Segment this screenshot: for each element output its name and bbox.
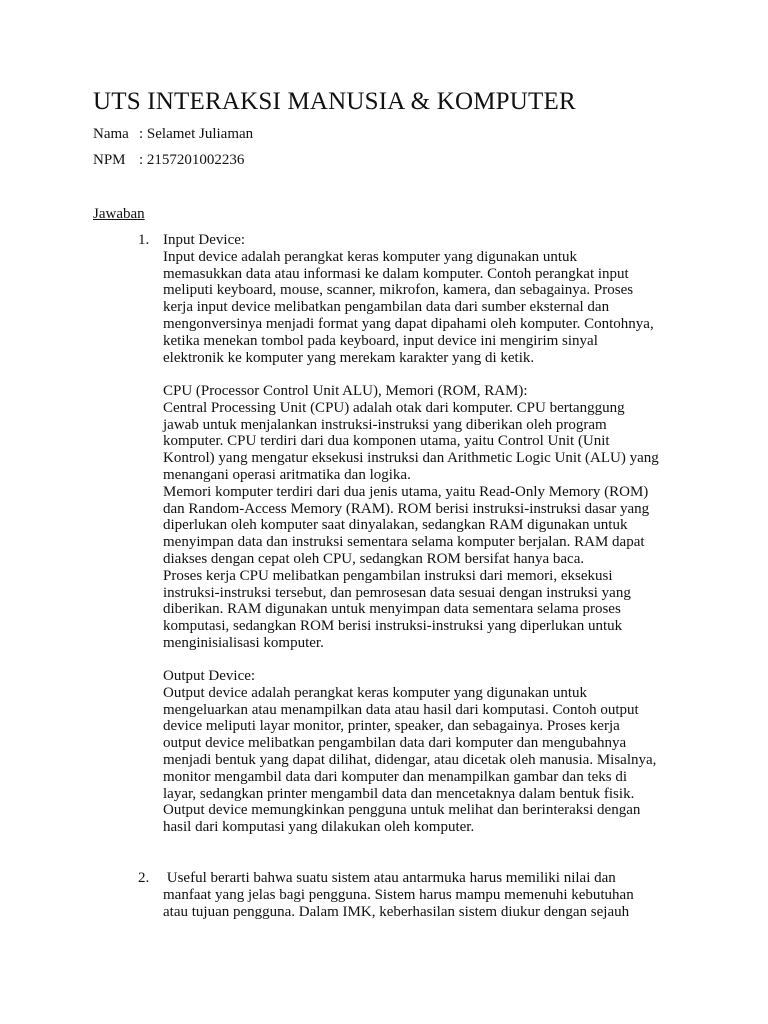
text-line: menyimpan data dan instruksi sementara selama komputer berjalan. RAM dapat	[163, 534, 645, 551]
text-line: mengonversinya menjadi format yang dapat dipahami oleh komputer. Contohnya,	[163, 315, 654, 332]
text-line: komputer. CPU terdiri dari dua komponen utama, yaitu Control Unit (Unit	[163, 433, 610, 450]
text-line: ketika menekan tombol pada keyboard, input device ini mengirim sinyal	[163, 332, 598, 349]
text-line: dan Random-Access Memory (RAM). ROM berisi instruksi-instruksi dasar yang	[163, 500, 650, 517]
text-line: jawab untuk menjalankan instruksi-instruksi yang diberikan oleh program	[163, 416, 607, 433]
npm-value: : 2157201002236	[139, 152, 245, 168]
text-line: Useful berarti bahwa suatu sistem atau antarmuka harus memiliki nilai dan	[163, 870, 616, 886]
item-number: 2.	[138, 870, 150, 886]
text-line: output device melibatkan pengambilan data dari komputer dan mengubahnya	[163, 735, 627, 752]
text-line: Output device adalah perangkat keras komputer yang digunakan untuk	[163, 684, 588, 701]
text-line: kerja input device melibatkan pengambilan data dari sumber eksternal dan	[163, 299, 610, 316]
nama-row	[93, 126, 253, 143]
text-line: Kontrol) yang mengatur eksekusi instruksi dan Arithmetic Logic Unit (ALU) yang	[163, 450, 659, 467]
text-line: instruksi-instruksi tersebut, dan pemrosesan data sesuai dengan instruksi yang	[163, 584, 631, 601]
text-line: diakses dengan cepat oleh CPU, sedangkan ROM bersifat hanya baca.	[163, 550, 585, 567]
text-line: device meliputi layar monitor, printer, speaker, dan sebagainya. Proses kerja	[163, 718, 620, 735]
nama-label: Nama	[93, 126, 129, 142]
text-line: CPU (Processor Control Unit ALU), Memori (ROM, RAM):	[163, 383, 528, 399]
text-line: monitor mengambil data dari komputer dan menampilkan gambar dan teks di	[163, 768, 628, 785]
npm-row	[93, 152, 244, 169]
jawaban-heading: Jawaban	[93, 206, 145, 222]
useful-section	[163, 870, 683, 920]
text-line: Output device memungkinkan pengguna untuk melihat dan berinteraksi dengan	[163, 802, 641, 819]
text-line: Input Device:	[163, 232, 246, 248]
output-device-section	[163, 668, 683, 836]
text-line: diperlukan oleh komputer saat dinyalakan, sedangkan RAM digunakan untuk	[163, 517, 628, 534]
text-line: Memori komputer terdiri dari dua jenis utama, yaitu Read-Only Memory (ROM)	[163, 483, 649, 500]
text-line: memasukkan data atau informasi ke dalam komputer. Contoh perangkat input	[163, 265, 629, 282]
text-line: menjadi bentuk yang dapat dilihat, didengar, atau dicetak oleh manusia. Misalnya,	[163, 751, 657, 768]
npm-label: NPM	[93, 152, 126, 168]
text-line: menangani operasi aritmatika dan logika.	[163, 466, 411, 483]
text-line: diberikan. RAM digunakan untuk menyimpan data sementara selama proses	[163, 601, 621, 618]
text-line: Input device adalah perangkat keras komputer yang digunakan untuk	[163, 248, 578, 265]
input-device-section	[163, 232, 683, 366]
nama-value: : Selamet Juliaman	[139, 126, 254, 142]
item-number: 1.	[138, 232, 150, 248]
text-line: komputasi, sedangkan ROM berisi instruksi-instruksi yang diperlukan untuk	[163, 618, 623, 635]
document-title: UTS INTERAKSI MANUSIA & KOMPUTER	[93, 88, 576, 115]
text-line: menginisialisasi komputer.	[163, 634, 324, 651]
text-line: Proses kerja CPU melibatkan pengambilan instruksi dari memori, eksekusi	[163, 567, 613, 584]
text-line: manfaat yang jelas bagi pengguna. Sistem harus mampu memenuhi kebutuhan	[163, 886, 634, 903]
text-line: Central Processing Unit (CPU) adalah otak dari komputer. CPU bertanggung	[163, 399, 625, 416]
text-line: hasil dari komputasi yang dilakukan oleh komputer.	[163, 819, 475, 836]
text-line: elektronik ke komputer yang merekam karakter yang di ketik.	[163, 349, 535, 366]
text-line: atau tujuan pengguna. Dalam IMK, keberhasilan sistem diukur dengan sejauh	[163, 903, 630, 920]
text-line: meliputi keyboard, mouse, scanner, mikrofon, kamera, dan sebagainya. Proses	[163, 282, 634, 299]
text-line: mengeluarkan atau menampilkan data atau hasil dari komputasi. Contoh output	[163, 701, 639, 718]
text-line: layar, sedangkan printer mengambil data dan mencetaknya dalam bentuk fisik.	[163, 785, 635, 802]
text-line: Output Device:	[163, 668, 256, 684]
cpu-memory-section	[163, 383, 683, 652]
